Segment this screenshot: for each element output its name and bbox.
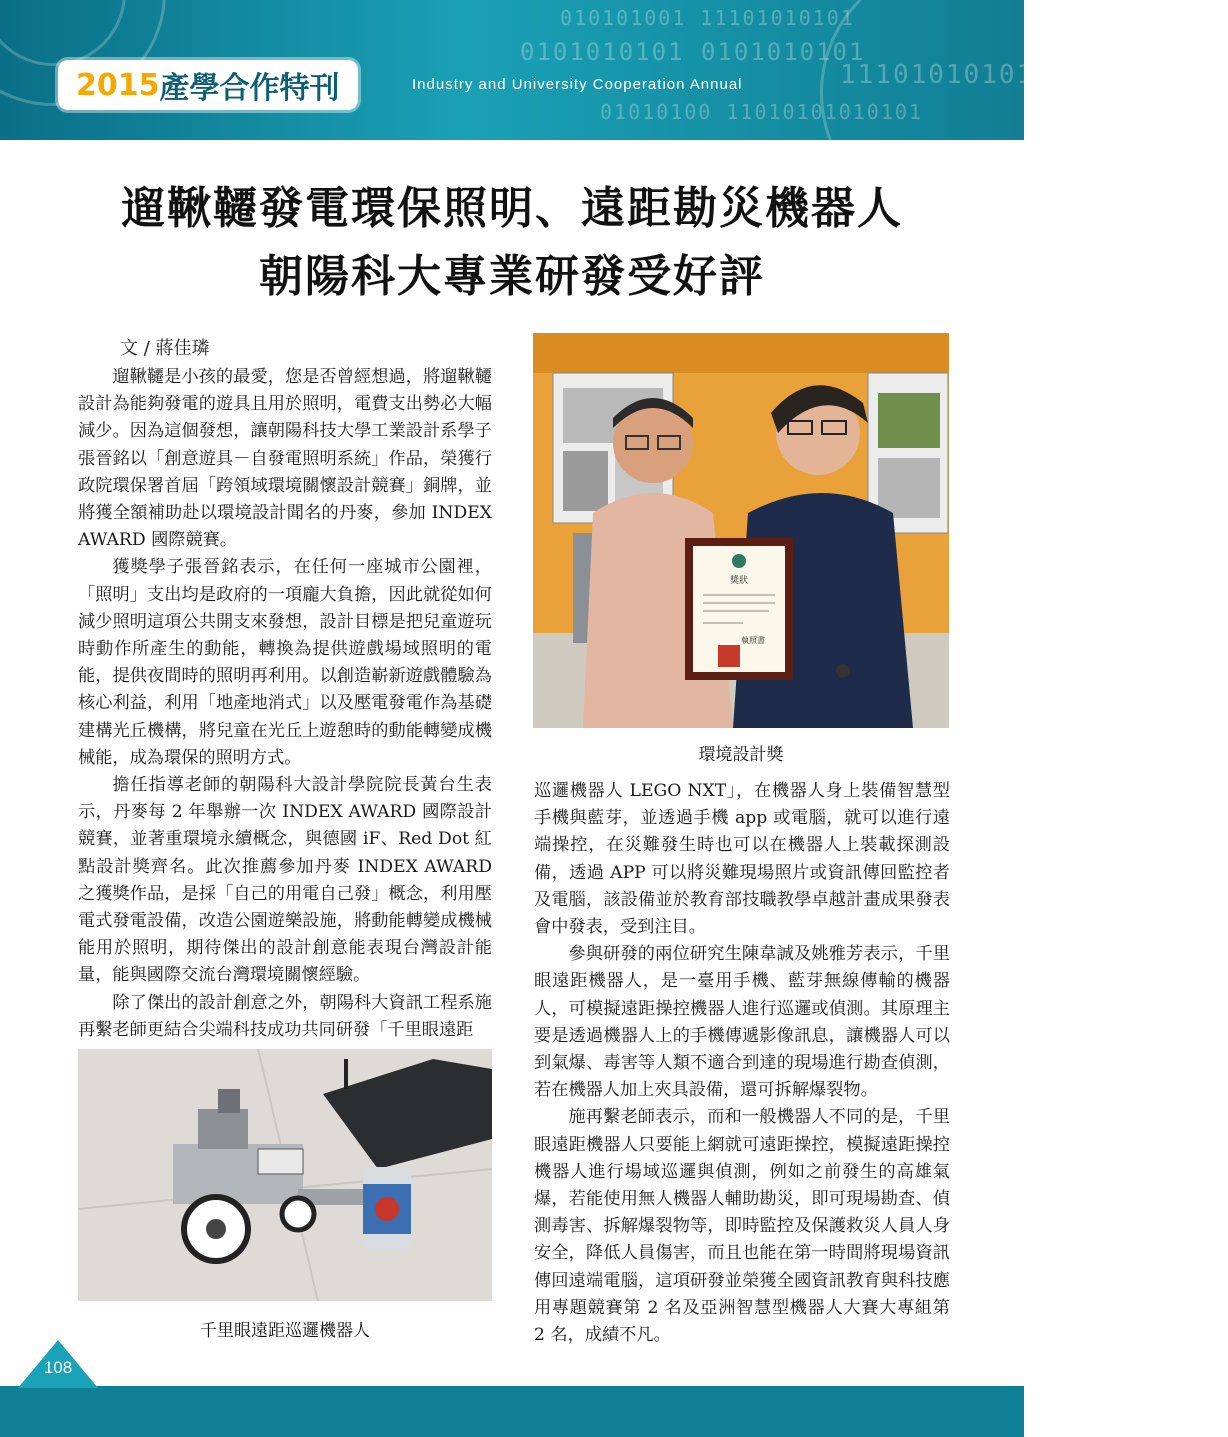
header-banner — [0, 0, 1228, 140]
paragraph: 獲獎學子張晉銘表示，在任何一座城市公園裡，「照明」支出均是政府的一項龐大負擔，因此就從如何減少照明這項公共開支來發想，設計目標是把兒童遊玩時動作所產生的動能，轉換為提供遊戲場域照明的電能，提供夜間時的照明再利用。以創造嶄新遊戲體驗為核心利益，利用「地產地消式」以及壓電發電作為基礎建構光丘機構，將兒童在光丘上遊憩時的動能轉變成機械能，成為環保的照明方式。 — [78, 557, 492, 768]
paragraph: 參與研發的兩位研究生陳韋誠及姚雅芳表示，千里眼遠距機器人，是一臺用手機、藍芽無線傳輸的機器人，可模擬遠距操控機器人進行巡邏或偵測。其原理主要是透過機器人上的手機傳遞影像訊息，讓機器人可以到氣爆、毒害等人類不適合到達的現場進行勘查偵測，若在機器人加上夾具設備，還可拆解爆裂物。 — [534, 944, 950, 1101]
award-photo — [533, 333, 949, 728]
certificate-title: 獎狀 — [729, 576, 749, 586]
publication-title — [58, 60, 358, 110]
paragraph: 巡邏機器人 LEGO NXT」，在機器人身上裝備智慧型手機與藍芽，並透過手機 app 或電腦，就可以進行遠端操控，在災難發生時也可以在機器人上裝載探測設備，透過 APP 可以將災難現場照片或資訊傳回監控者及電腦，該設備並於教育部技職教學卓越計畫成果發表會中發表，受到注目。 — [534, 781, 950, 938]
footer-band — [0, 1386, 1024, 1437]
paragraph: 遛鞦韆是小孩的最愛，您是否曾經想過，將遛鞦韆設計為能夠發電的遊具且用於照明，電費支出勢必大幅減少。因為這個發想，讓朝陽科技大學工業設計系學子張晉銘以「創意遊具－自發電照明系統」作品，榮獲行政院環保署首屆「跨領域環境關懷設計競賽」銅牌，並將獲全額補助赴以環境設計聞名的丹麥，參加 INDEX AWARD 國際競賽。 — [78, 367, 492, 551]
left-column — [78, 364, 492, 1044]
binary-pattern: 010101001 11101010101 — [560, 6, 855, 30]
robot-photo-illustration — [78, 1049, 492, 1301]
publication-year: 2015 — [76, 67, 160, 103]
article-title-line2: 朝陽科大專業研發受好評 — [259, 251, 765, 302]
robot-photo — [78, 1049, 492, 1301]
award-photo-caption: 環境設計獎 — [698, 745, 784, 765]
robot-photo-caption: 千里眼遠距巡邏機器人 — [200, 1321, 370, 1341]
binary-pattern: 1110101010101010101010 — [840, 60, 1228, 90]
right-column — [534, 778, 950, 1349]
page-number: 108 — [43, 1358, 73, 1377]
paragraph: 擔任指導老師的朝陽科大設計學院院長黃台生表示，丹麥每 2 年舉辦一次 INDEX AWARD 國際設計競賽，並著重環境永續概念，與德國 iF、Red Dot 紅點設計獎齊名。此次推薦參加丹麥 INDEX AWARD 之獲獎作品，是採「自己的用電自己發」概念，利用壓電式發電設備，改造公園遊樂設施，將動能轉變成機械能用於照明，期待傑出的設計創意能表現台灣設計能量，能與國際交流台灣環境關懷經驗。 — [78, 775, 492, 986]
article-title-line1: 遛鞦韆發電環保照明、遠距勘災機器人 — [121, 183, 903, 234]
byline: 文 / 蔣佳璘 — [120, 338, 210, 359]
paragraph: 施再繫老師表示，而和一般機器人不同的是，千里眼遠距機器人只要能上網就可遠距操控，模擬遠距操控機器人進行場域巡邏與偵測，例如之前發生的高雄氣爆，若能使用無人機器人輔助勘災，即可現場勘查、偵測毒害、拆解爆裂物等，即時監控及保護救災人員人身安全，降低人員傷害，而且也能在第一時間將現場資訊傳回遠端電腦，這項研發並榮獲全國資訊教育與科技應用專題競賽第 2 名及亞洲智慧型機器人大賽大專組第 2 名，成績不凡。 — [534, 1107, 950, 1346]
certificate-signature: 執照書 — [741, 636, 765, 645]
paragraph: 除了傑出的設計創意之外，朝陽科大資訊工程系施再繫老師更結合尖端科技成功共同研發「千里眼遠距 — [78, 992, 492, 1040]
publication-subtitle: Industry and University Cooperation Annual — [412, 76, 743, 93]
binary-pattern: 0101010101 0101010101 — [520, 38, 866, 66]
publication-label: 產學合作特刊 — [159, 71, 340, 106]
binary-pattern: 01010100 11010101010101 — [600, 100, 923, 124]
award-photo-illustration — [533, 333, 949, 728]
